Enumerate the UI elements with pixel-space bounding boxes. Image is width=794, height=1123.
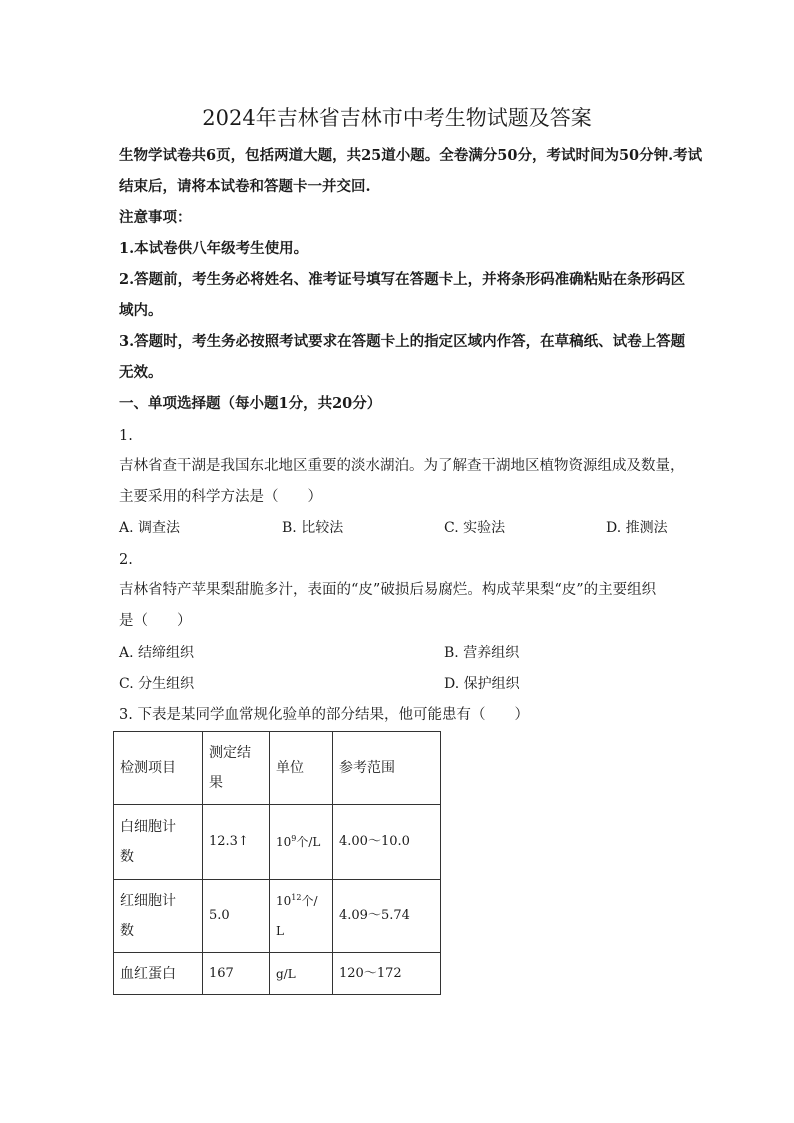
intro-line-2: 结束后，请将本试卷和答题卡一并交回. bbox=[119, 178, 371, 195]
intro-line-1: 生物学试卷共6页，包括两道大题，共25道小题。全卷满分50分，考试时间为50分钟.考试 bbox=[119, 147, 703, 164]
notes-heading: 注意事项： bbox=[119, 209, 192, 226]
question-2-stem-line-2: 是（ ） bbox=[119, 613, 192, 629]
header-item: 检测项目 bbox=[114, 732, 203, 805]
question-1-option-b: B. 比较法 bbox=[282, 520, 344, 536]
note-2-line-1: 2.答题前，考生务必将姓名、准考证号填写在答题卡上，并将条形码准确粘贴在条形码区 bbox=[119, 271, 686, 288]
row-1-item: 白细胞计 数 bbox=[114, 805, 203, 880]
row-1-range: 4.00～10.0 bbox=[333, 805, 441, 880]
question-2-option-d: D. 保护组织 bbox=[444, 676, 520, 692]
table-row bbox=[114, 953, 441, 995]
row-2-item: 红细胞计 数 bbox=[114, 880, 203, 953]
row-3-item: 血红蛋白 bbox=[114, 953, 203, 995]
question-2-option-a: A. 结缔组织 bbox=[119, 645, 195, 661]
note-1: 1.本试卷供八年级考生使用。 bbox=[119, 240, 309, 257]
question-3-stem: 3. 下表是某同学血常规化验单的部分结果，他可能患有（ ） bbox=[119, 707, 529, 723]
table-header-row bbox=[114, 732, 441, 805]
row-3-unit: g/L bbox=[270, 953, 333, 995]
question-1-option-a: A. 调查法 bbox=[119, 520, 181, 536]
question-1-option-c: C. 实验法 bbox=[444, 520, 506, 536]
blood-test-table bbox=[113, 731, 441, 995]
header-range: 参考范围 bbox=[333, 732, 441, 805]
document-title: 2024年吉林省吉林市中考生物试题及答案 bbox=[202, 106, 592, 130]
row-3-range: 120～172 bbox=[333, 953, 441, 995]
row-1-result: 12.3↑ bbox=[203, 805, 270, 880]
row-2-range: 4.09～5.74 bbox=[333, 880, 441, 953]
table-row bbox=[114, 805, 441, 880]
section-heading: 一、单项选择题（每小题1分，共20分） bbox=[119, 395, 382, 412]
question-1-number: 1. bbox=[119, 428, 133, 444]
question-2-option-b: B. 营养组织 bbox=[444, 645, 520, 661]
question-2-number: 2. bbox=[119, 552, 133, 568]
question-1-stem-line-1: 吉林省查干湖是我国东北地区重要的淡水湖泊。为了解查干湖地区植物资源组成及数量， bbox=[119, 458, 685, 474]
header-result: 测定结 果 bbox=[203, 732, 270, 805]
question-1-stem-line-2: 主要采用的科学方法是（ ） bbox=[119, 489, 322, 505]
table-row bbox=[114, 880, 441, 953]
row-1-unit: $10^9$个/L bbox=[270, 805, 333, 880]
question-2-option-c: C. 分生组织 bbox=[119, 676, 195, 692]
question-2-stem-line-1: 吉林省特产苹果梨甜脆多汁，表面的“皮”破损后易腐烂。构成苹果梨“皮”的主要组织 bbox=[119, 582, 657, 598]
row-2-result: 5.0 bbox=[203, 880, 270, 953]
row-2-unit: $10^{12}$个/ L bbox=[270, 880, 333, 953]
note-2-line-2: 域内。 bbox=[119, 302, 163, 319]
question-1-option-d: D. 推测法 bbox=[606, 520, 668, 536]
note-3-line-2: 无效。 bbox=[119, 364, 163, 381]
row-3-result: 167 bbox=[203, 953, 270, 995]
note-3-line-1: 3.答题时，考生务必按照考试要求在答题卡上的指定区域内作答，在草稿纸、试卷上答题 bbox=[119, 333, 686, 350]
header-unit: 单位 bbox=[270, 732, 333, 805]
